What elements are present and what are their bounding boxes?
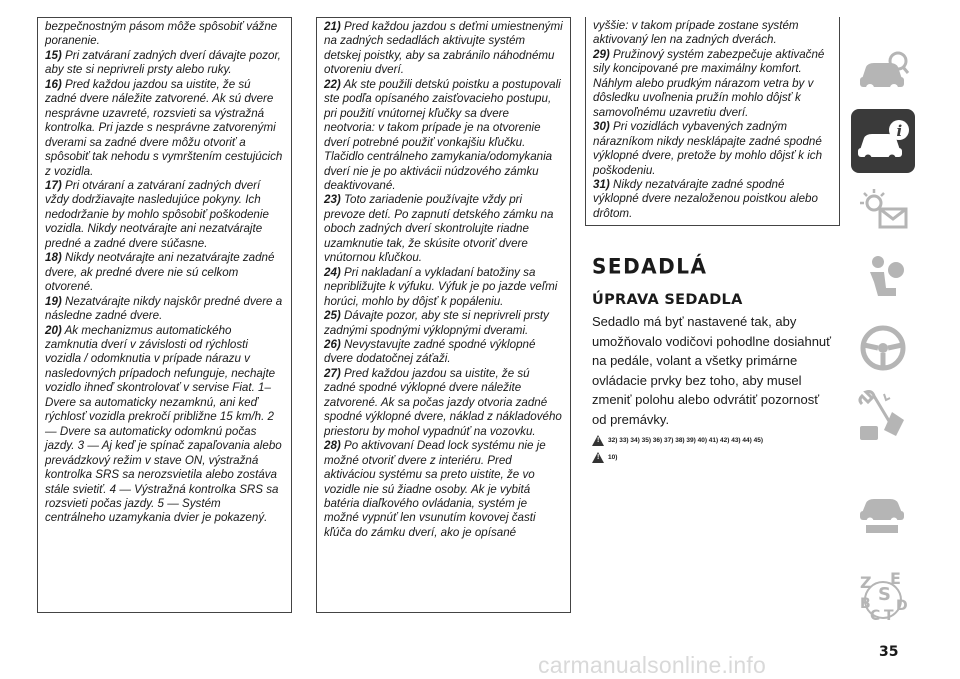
svg-text:D: D: [896, 598, 908, 614]
note-text: Dávajte pozor, aby ste si neprivreli prsty zadnými spodnými výklopnými dverami.: [324, 309, 549, 337]
car-specs-icon[interactable]: [851, 478, 915, 542]
warning-icon: [592, 435, 604, 446]
alphabetical-index-icon[interactable]: [851, 565, 915, 629]
note-number: 30): [593, 120, 610, 134]
note-item: [45, 49, 284, 78]
page-number: 35: [879, 644, 899, 660]
note-item: [593, 120, 832, 178]
section-title: SEDADLÁ: [592, 253, 708, 279]
note-text: bezpečnostným pásom môže spôsobiť vážne poranenie.: [45, 20, 278, 48]
svg-text:E: E: [890, 570, 901, 588]
note-item: [45, 324, 284, 526]
notes-column-3: [585, 17, 840, 226]
svg-text:T: T: [884, 608, 894, 624]
note-number: 24): [324, 265, 341, 279]
note-text: Nevystavujte zadné spodné výklopné dvere dodatočnej záťaži.: [324, 337, 536, 366]
note-item: [324, 266, 563, 309]
note-item: [45, 179, 284, 251]
note-text: Nikdy neotvárajte ani nezatvárajte zadné dvere, ak predné dvere nie sú celkom otvorené.: [45, 251, 275, 294]
note-text: Ak mechanizmus automatického zamknutia dverí v závislosti od rýchlosti vozidla / odomknutia v prípade nárazu v nasledovných prípadoch nefunguje, nechajte vozidlo ihneď skontrolovať v servise Fiat. 1– Dvere sa automaticky nezamknú, ani keď rýchlosť vozidla prekročí približne 15 km/h. 2 — Dvere sa automaticky odomknú počas jazdy. 3 — Aj keď je spínač zapaľovania alebo prevádzkový režim v stave ON, výstražná kontrolka SRS sa nerozsvietila alebo zostáva stále svietiť. 4 — Výstražná kontrolka SRS sa rozsvieti počas jazdy. 5 — Systém centrálneho uzamykania dvier je pokazený.: [45, 323, 282, 525]
warning-refs-text: 32) 33) 34) 35) 36) 37) 38) 39) 40) 41) 42) 43) 44) 45): [608, 437, 764, 445]
column-3: [585, 17, 840, 613]
note-text: Toto zariadenie používajte vždy pri prevoze detí. Po zapnutí detského zámku na oboch zadných dverí skontrolujte riadne uzamknutie tak, že skúsite otvoriť dvere vnútornou kľučkou.: [324, 193, 554, 265]
car-tools-icon[interactable]: [851, 385, 915, 449]
note-number: 17): [45, 178, 62, 192]
note-number: 18): [45, 251, 62, 265]
notes-column-2: [316, 17, 571, 613]
note-text: Nikdy nezatvárajte zadné spodné výklopné dvere nezaloženou poistkou alebo drôtom.: [593, 177, 818, 220]
note-text: Po aktivovaní Dead lock systému nie je možné otvoriť dvere z interiéru. Pred aktiváciou systému sa preto uistite, že vo vozidle nie sú žiadne osoby. Ak je vybitá batéria diaľkového ovládania, systém je možné vypnúť len vsunutím kovovej časti kľúča do zámku dverí, ako je opísané: [324, 439, 546, 539]
svg-text:Z: Z: [860, 573, 872, 592]
note-item: [324, 439, 563, 540]
caution-icon: [592, 452, 604, 463]
note-item: [324, 367, 563, 439]
note-text: vyššie: v takom prípade zostane systém aktivovaný len na zadných dverách.: [593, 19, 799, 47]
note-number: 15): [45, 48, 62, 62]
note-item: [45, 295, 284, 324]
note-text: Pri zatváraní zadných dverí dávajte pozor, aby ste si neprivreli prsty alebo ruky.: [45, 48, 281, 77]
note-text: Pred každou jazdou sa uistite, že sú zadné dvere náležite zatvorené. Ak sú dvere nesprávne uzavreté, rozsvieti sa výstražná kontrolka. Pri jazde s nesprávne zatvorenými dverami sa zadné dvere môžu otvoriť a spôsobiť tak nehodu s vymrštením cestujúcich z vozidla.: [45, 77, 283, 178]
note-item: [324, 193, 563, 265]
warning-references: [592, 435, 833, 446]
note-item: [45, 251, 284, 294]
note-number: 27): [324, 366, 341, 380]
note-text: Ak ste použili detskú poistku a postupovali ste podľa opísaného zaisťovacieho postupu, pri použití vnútornej kľučky sa dvere neotvoria: v takom prípade je na otvorenie dverí potrebné použiť vonkajšiu kľučku. Tlačidlo centrálneho zamykania/odomykania dverí nie je po aktivácii núdzového zámku deaktivované.: [324, 77, 561, 192]
note-item: [324, 338, 563, 367]
note-item: [324, 78, 563, 194]
note-number: 16): [45, 77, 62, 91]
note-number: 21): [324, 20, 341, 33]
note-text: Pružinový systém zabezpečuje aktivačné sily koncipované pre maximálny komfort. Náhlym alebo prudkým nárazom vetra by v dôsledku uvoľnenia pružín mohlo dôjsť k samovoľnému uzavretiu dverí.: [593, 47, 825, 119]
note-text: Pri vozidlách vybavených zadným nárazníkom nikdy nesklápajte zadné spodné výklopné dvere, pretože by mohlo dôjsť k ich poškodeniu.: [593, 120, 823, 177]
steering-wheel-icon[interactable]: [851, 316, 915, 380]
note-text: Pred každou jazdou sa uistite, že sú zadné spodné výklopné dvere náležite zatvorené. Ak sa počas jazdy otvoria zadné spodné výklopné dvere, náklad z nákladového priestoru by mohol vypadnúť na vozovku.: [324, 366, 562, 438]
note-number: 19): [45, 294, 62, 308]
car-info-icon[interactable]: [851, 109, 915, 173]
car-search-icon[interactable]: [851, 40, 915, 104]
note-number: 25): [324, 309, 341, 323]
note-number: 23): [324, 193, 341, 207]
note-number: 28): [324, 439, 341, 453]
note-number: 31): [593, 177, 610, 191]
note-item: [593, 48, 832, 120]
note-number: 29): [593, 47, 610, 61]
note-item: [324, 309, 563, 338]
watermark: carmanualsonline.info: [538, 652, 766, 678]
notes-column-1: [37, 17, 292, 613]
note-item: [45, 20, 284, 49]
note-text: Pred každou jazdou s deťmi umiestnenými na zadných sedadlách aktivujte systém detskej poistky, aby sa zabránilo náhodnému otvoreniu dverí.: [324, 20, 563, 77]
caution-references: [592, 452, 833, 463]
svg-text:B: B: [860, 596, 871, 612]
note-item: [45, 78, 284, 179]
svg-text:C: C: [870, 608, 881, 624]
note-number: 26): [324, 337, 341, 351]
note-text: Pri otváraní a zatváraní zadných dverí vždy dodržiavajte nasledujúce pokyny. Ich nedodržanie by mohlo spôsobiť poškodenie vozidla. Nikdy neotvárajte ani nezatvárajte predné a zadné dvere súčasne.: [45, 178, 269, 250]
note-text: Nezatvárajte nikdy najskôr predné dvere a následne zadné dvere.: [45, 294, 283, 323]
dashboard-lights-icon[interactable]: [851, 178, 915, 242]
note-number: 20): [45, 323, 62, 337]
note-item: [593, 178, 832, 221]
airbag-person-icon[interactable]: [851, 247, 915, 311]
caution-refs-text: 10): [608, 454, 618, 462]
section-subtitle: ÚPRAVA SEDADLA: [592, 292, 743, 309]
note-item: [324, 20, 563, 78]
note-text: Pri nakladaní a vykladaní batožiny sa nepribližujte k výfuku. Výfuk je po jazde veľmi horúci, mohlo by dôjsť k popáleniu.: [324, 265, 558, 308]
section-body: Sedadlo má byť nastavené tak, aby umožňovalo vodičovi pohodlne dosiahnuť na pedále, volant a všetky primárne ovládacie prvky bez toho, aby musel zmeniť polohu alebo odvrátiť pozornosť od premávky.: [592, 314, 832, 427]
svg-text:i: i: [896, 122, 903, 140]
note-item: [593, 19, 832, 48]
note-number: 22): [324, 77, 341, 91]
svg-text:S: S: [878, 584, 891, 605]
